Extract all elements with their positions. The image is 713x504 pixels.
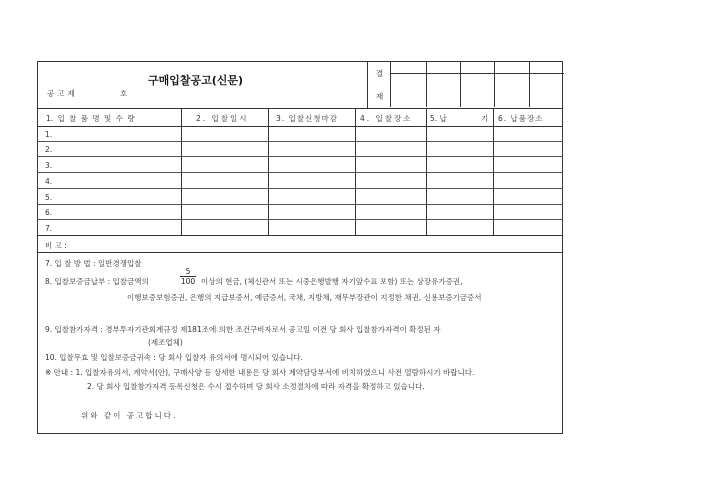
notice-suffix: 호 xyxy=(120,89,128,98)
approval-cell-1[interactable] xyxy=(391,61,427,107)
row-number-6: 6. xyxy=(45,208,53,217)
row-border-5 xyxy=(37,204,563,205)
closing-text: 위와 같이 공고합니다. xyxy=(81,411,178,420)
fraction-numerator: 5 xyxy=(180,267,196,277)
table-bottom-border xyxy=(37,235,563,236)
approval-cell-3[interactable] xyxy=(461,61,495,107)
section-8-line-1: 이상의 현금, (체신관서 또는 시중은행발행 자기앞수표 포함) 또는 상장유가증권, xyxy=(201,277,463,286)
row-number-2: 2. xyxy=(45,145,53,154)
header-delivery-term: 기 xyxy=(481,114,489,123)
guidance-line-1: ※ 안내 : 1. 입찰자유의서, 계약서(안), 구매사양 등 상세한 내용은 당 회사 계약담당부서에 비치하였으니 사전 열람하시기 바랍니다. xyxy=(45,368,475,377)
approval-label-top: 결 xyxy=(376,69,384,78)
approval-box xyxy=(367,61,563,108)
header-bid-location: 4. 입찰장소 xyxy=(360,114,413,123)
row-number-5: 5. xyxy=(45,193,53,202)
notice-label: 공고제 xyxy=(47,89,78,98)
approval-cell-5[interactable] xyxy=(530,61,564,107)
row-number-3: 3. xyxy=(45,161,53,170)
section-9-line-2: (제조업체) xyxy=(148,338,183,347)
col-divider-5 xyxy=(493,108,494,235)
row-number-4: 4. xyxy=(45,177,53,186)
remarks-label: 비 고 : xyxy=(45,241,67,250)
row-number-7: 7. xyxy=(45,224,53,233)
guidance-line-2: 2. 당 회사 입찰참가자격 등록신청은 수시 접수하며 당 회사 소정절차에 따라 자격을 확정하고 있습니다. xyxy=(87,382,425,391)
row-border-4 xyxy=(37,188,563,189)
section-10-text: 10. 입찰무효 및 입찰보증금귀속 : 당 회사 입찰자 유의서에 명시되어 있습니다. xyxy=(45,353,304,362)
header-application-deadline: 3. 입찰신청마감 xyxy=(276,114,339,123)
col-divider-4 xyxy=(426,108,427,235)
col-divider-1 xyxy=(181,108,182,235)
row-border-3 xyxy=(37,172,563,173)
header-delivery-location: 6. 납품장소 xyxy=(498,114,544,123)
col-divider-3 xyxy=(355,108,356,235)
approval-cell-2[interactable] xyxy=(427,61,461,107)
row-border-6 xyxy=(37,219,563,220)
row-border-2 xyxy=(37,156,563,157)
section-9-line-1: 9. 입찰참가자격 : 경부투자기관회계규정 제181조에 의한 조건구비자로서 공고일 이전 당 회사 입찰참가자격이 확정된 자 xyxy=(45,325,441,334)
header-delivery-label: 5. 납 xyxy=(430,114,447,123)
header-top-border xyxy=(37,108,563,109)
approval-label xyxy=(368,61,391,107)
approval-cells xyxy=(391,61,564,107)
row-number-1: 1. xyxy=(45,130,53,139)
document-title: 구매입찰공고(신문) xyxy=(148,74,244,87)
header-bid-datetime: 2. 입찰일시 xyxy=(196,114,249,123)
section-8-fraction xyxy=(180,267,196,286)
section-8-label: 8. 입찰보증금납부 : 입찰금액의 xyxy=(45,277,149,286)
row-border-1 xyxy=(37,141,563,142)
remarks-bottom-border xyxy=(37,252,563,253)
approval-cell-4[interactable] xyxy=(495,61,530,107)
notice-number-line xyxy=(47,88,128,99)
header-item-name: 1. 입 찰 품 명 및 수 량 xyxy=(46,114,135,123)
header-bottom-border xyxy=(37,126,563,127)
section-7-bid-method: 7. 입 찰 방 법 : 일반경쟁입찰 xyxy=(45,259,142,268)
section-8-line-2: 이행보증보험증권, 은행의 지급보증서, 예금증서, 국채, 지방채, 재무부장관이 지정한 채권, 신용보증기금증서 xyxy=(127,293,482,302)
fraction-denominator: 100 xyxy=(180,277,196,286)
approval-label-bottom: 재 xyxy=(376,92,384,101)
col-divider-2 xyxy=(268,108,269,235)
